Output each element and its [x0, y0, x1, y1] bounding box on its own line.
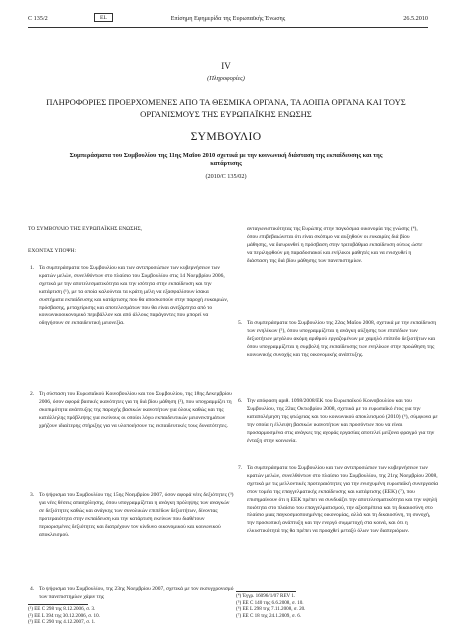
recital-text: Το ψήφισμα του Συμβουλίου της 15ης Νοεμβρίου 2007, όσον αφορά νέες δεξιότητες (³) για νέες θέσεις απασχόλησης, όπου υπογραμμίζεται η ανάγκη πρόληψης των αναγκών σε δεξιότητες καθώς και ανάγκης των συνολικών επιπέδων δεξιοτήτων, δίνοντας προτεραιότητα στην εκπαίδευση και την κατάρτιση εκείνων που διαθέτουν περιορισμένες δεξιότητες και διατρέχουν τον κίνδυνο οικονομικού και κοινωνικού αποκλεισμού.: [39, 492, 234, 538]
running-header: [28, 13, 428, 25]
part-subtitle: (Πληροφορίες): [207, 75, 245, 82]
addressee: ΤΟ ΣΥΜΒΟΥΛΙΟ ΤΗΣ ΕΥΡΩΠΑΪΚΗΣ ΕΝΩΣΗΣ,: [28, 226, 143, 232]
conclusions-title: Συμπεράσματα του Συμβουλίου της 11ης Μαΐου 2010 σχετικά με την κοινωνική διάσταση της εκπαίδευσης και της κατάρτισης: [69, 152, 383, 168]
recital-number: 2.: [30, 391, 35, 397]
recital-item: [236, 398, 439, 445]
recital-text: Το ψήφισμα του Συμβουλίου, της 23ης Νοεμβρίου 2007, σχετικά με τον εκσυγχρονισμό των πανεπιστημίων χάριν της: [39, 586, 234, 600]
footnote: (⁷) ΕΕ C 18 της 24.1.2009, σ. 6.: [236, 612, 302, 619]
footnote-rule: [236, 591, 296, 592]
section-title: ΠΛΗΡΟΦΟΡΙΕΣ ΠΡΟΕΡΧΟΜΕΝΕΣ ΑΠΟ ΤΑ ΘΕΣΜΙΚΑ ΟΡΓΑΝΑ, ΤΑ ΛΟΙΠΑ ΟΡΓΑΝΑ ΚΑΙ ΤΟΥΣ ΟΡΓΑΝΙΣΜΟΥΣ ΤΗΣ ΕΥΡΩΠΑΪΚΗΣ ΕΝΩΣΗΣ: [46, 97, 406, 120]
recital-continuation: [236, 226, 428, 266]
recital-number: 7.: [238, 465, 243, 471]
footnote: (¹) ΕΕ C 298 της 8.12.2006, σ. 3.: [28, 606, 96, 612]
language-badge: EL: [94, 13, 113, 22]
header-rule: [28, 27, 428, 28]
recital-text: Την απόφαση αριθ. 1098/2008/ΕΚ του Ευρωπαϊκού Κοινοβουλίου και του Συμβουλίου, της 22ας Οκτωβρίου 2008, σχετικά με το ευρωπαϊκό έτος για την καταπολέμηση της φτώχειας και του κοινωνικού αποκλεισμού (2010) (⁶), σύμφωνα με την οποία η έλλειψη βασικών ικανοτήτων και προσόντων που να είναι προσαρμοσμένα στις ανάγκες της αγοράς εργασίας αποτελεί μείζονα φραγμό για την ένταξη στην κοινωνία.: [247, 398, 438, 444]
recital-number: 3.: [30, 492, 35, 498]
journal-title: Επίσημη Εφημερίδα της Ευρωπαϊκής Ένωσης: [170, 15, 286, 22]
recital-text: Τη σύσταση του Ευρωπαϊκού Κοινοβουλίου και του Συμβουλίου, της 18ης Δεκεμβρίου 2006, όσον αφορά βασικές ικανότητες για τη διά βίου μάθηση (²), που υπογραμμίζει τη σκοπιμότητα ανάπτυξης της παροχής βασικών ικανοτήτων για όλους καθώς και της κατάλληλης πρόβλεψης για εκείνους οι οποίοι λόγω εκπαιδευτικών μειονεκτημάτων χρήζουν ιδιαίτερης στήριξης για να υλοποιήσουν τις εκπαιδευτικές τους δυνατότητες.: [39, 391, 232, 429]
recital-number: 1.: [30, 265, 35, 271]
having-regard: ΕΧΟΝΤΑΣ ΥΠΟΨΗ:: [28, 248, 77, 254]
document-reference: (2010/C 135/02): [205, 173, 247, 180]
recital-item: [236, 465, 439, 536]
recital-item: [236, 320, 439, 360]
recital-number: 6.: [238, 398, 243, 404]
footnote: (⁵) ΕΕ C 140 της 6.6.2008, σ. 10.: [236, 599, 304, 606]
footnote: (⁴) Έγγρ. 16096/1/07 REV 1.: [236, 593, 296, 599]
page-reference: C 135/2: [28, 15, 48, 22]
recital-text: Τα συμπεράσματα του Συμβουλίου της 22ας Μαΐου 2008, σχετικά με την εκπαίδευση των ενηλίκων (⁵), όπου υπογραμμίζεται η ανάγκη αύξησης των επιπέδων των δεξιοτήτων μεγάλου ακόμη αριθμού εργαζομένων με χαμηλό επίπεδο δεξιοτήτων και όπου υπογραμμίζεται η συμβολή της εκπαίδευσης των ενηλίκων στην προώθηση της κοινωνικής συνοχής και της οικονομικής ανάπτυξης.: [247, 320, 437, 358]
footnote: (⁶) ΕΕ L 298 της 7.11.2008, σ. 20.: [236, 606, 306, 613]
footnote: (²) ΕΕ L 394 της 30.12.2006, σ. 10.: [28, 612, 100, 619]
recital-item: [28, 492, 234, 539]
recital-item: [28, 586, 234, 602]
footnote-list: [236, 593, 305, 619]
footnote-list: [28, 606, 100, 626]
footnote-rule: [28, 604, 88, 605]
recital-text: Τα συμπεράσματα του Συμβουλίου και των αντιπροσώπων των κυβερνήσεων των κρατών μελών, συνελθόντων στο πλαίσιο του Συμβουλίου στις 14 Νοεμβρίου 2006, σχετικά με την αποτελεσματικότητα και την ισότητα στην εκπαίδευση και την κατάρτιση (¹), με τα οποία καλούνται τα κράτη μέλη να εξασφαλίσουν ίσακα συστήματα εκπαίδευσης και κατάρτισης που θα αποσκοπούν στην παροχή ευκαιριών, πρόσβασης, μεταχείρισης και αποτελεσμάτων που θα είναι ανεξάρτητα από το κοινωνικοοικονομικό περιβάλλον και από άλλους παράγοντες που μπορεί να οδηγήσουν σε εκπαιδευτική μειονεξία.: [39, 265, 229, 327]
recital-number: 5.: [238, 320, 243, 326]
recital-item: [28, 265, 234, 328]
issuing-body: ΣΥΜΒΟΥΛΙΟ: [190, 130, 262, 143]
recital-item: [28, 391, 234, 431]
footnote: (³) ΕΕ C 290 της 4.12.2007, σ. 1.: [28, 619, 96, 626]
part-number: IV: [221, 61, 231, 71]
issue-date: 26.5.2010: [403, 15, 428, 22]
recital-text: ανταγωνιστικότητας της Ευρώπης στην παγκόσμια οικονομία της γνώσης (⁴), όπου επιβεβαιώνεται ότι είναι σκόπιμο να αυξηθούν οι ευκαιρίες διά βίου μάθησης, να διευρυνθεί η πρόσβαση στην τριτοβάθμια εκπαίδευση ούτως ώστε να περιληφθούν μη παραδοσιακοί και ενήλικοι μαθητές και να ενισχυθεί η διάσταση της διά βίου μάθησης των πανεπιστημίων.: [247, 226, 423, 264]
recital-text: Τα συμπεράσματα του Συμβουλίου και των αντιπροσώπων των κυβερνήσεων των κρατών μελών, συνελθόντων στο πλαίσιο του Συμβουλίου, της 21ης Νοεμβρίου 2008, σχετικά με τις μελλοντικές προτεραιότητες για την ενισχυμένη ευρωπαϊκή συνεργασία στον τομέα της επαγγελματικής εκπαίδευσης και κατάρτισης (ΕΕΚ) (⁷), που επισημαίνουν ότι η ΕΕΚ πρέπει να συνδυάζει την αποτελεσματικότητα και την υψηλή ποιότητα στο πλαίσιο του επαγγελματισμού, την αξιοπρέπεια και τη δικαιοσύνη στο πλαίσιο μιας παγκοσμιοποιημένης οικονομίας, αλλά και τη δικαιοσύνη, τη συνοχή, την προσωπική ανάπτυξη και την ενεργό συμμετοχή στα κοινά, και ότι η ελκυστικότητά της θα πρέπει να προαχθεί μεταξύ όλων των διαπεριόρων.: [247, 465, 439, 535]
recital-number: 4.: [30, 586, 35, 592]
